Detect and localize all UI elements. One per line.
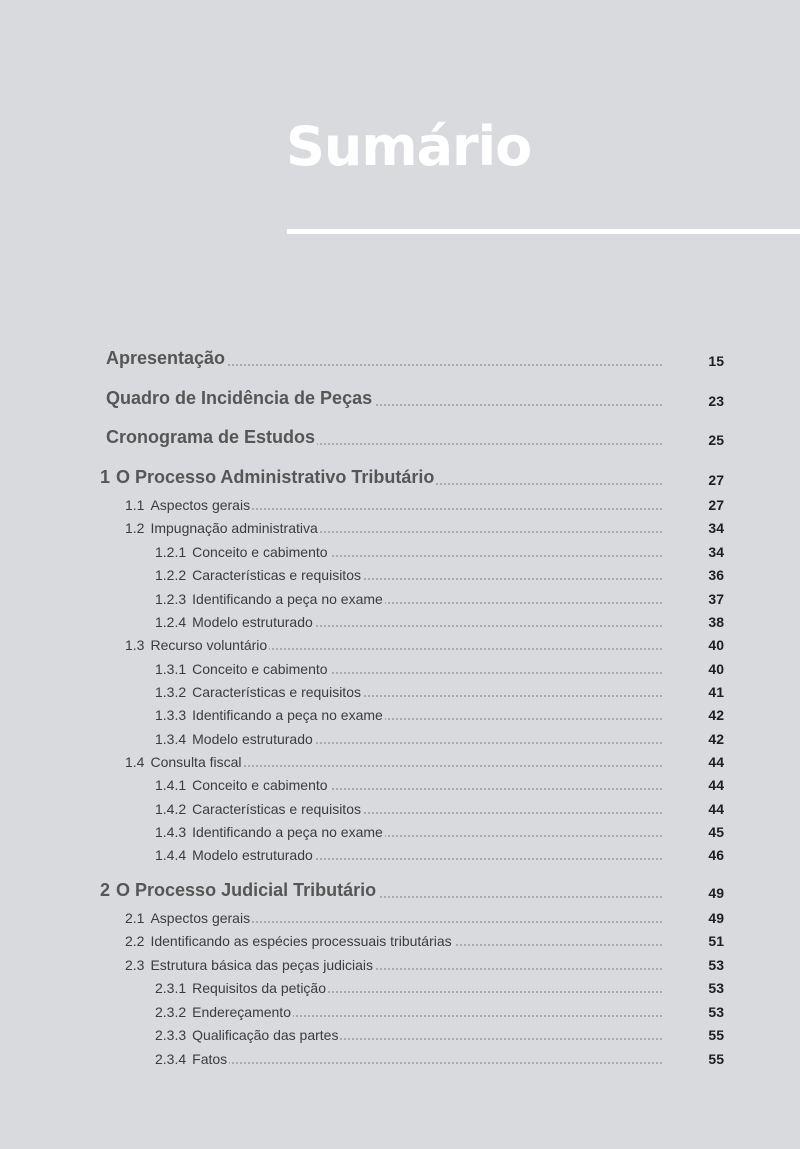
entry-number: 2.3.4 [155, 1051, 187, 1067]
entry-label: Identificando as espécies processuais tributárias [150, 933, 452, 949]
entry-number: 1 [100, 467, 111, 487]
page-number: 44 [708, 777, 724, 793]
toc-entry[interactable] [0, 818, 800, 842]
entry-label: Modelo estruturado [192, 614, 313, 630]
entry-label: Recurso voluntário [150, 637, 268, 653]
entry-number: 1.4.1 [155, 777, 187, 793]
toc-entry[interactable] [0, 585, 800, 609]
entry-number: 2.3.3 [155, 1027, 187, 1043]
toc-entry[interactable] [0, 347, 800, 371]
toc-entry[interactable] [0, 951, 800, 975]
toc-entry[interactable] [0, 678, 800, 702]
entry-number: 2.1 [125, 910, 145, 926]
page-number: 46 [708, 847, 724, 863]
page-title: Sumário [286, 115, 532, 178]
entry-number: 1.4 [125, 754, 145, 770]
entry-label: Conceito e cabimento [192, 777, 328, 793]
toc-entry[interactable] [0, 725, 800, 749]
dot-leader [220, 364, 662, 366]
page-number: 40 [708, 661, 724, 677]
toc-entry[interactable] [0, 1021, 800, 1045]
page-number: 38 [708, 614, 724, 630]
entry-number: 1.3.2 [155, 684, 187, 700]
toc-entry[interactable] [0, 608, 800, 632]
toc-entry[interactable] [0, 466, 800, 490]
dot-leader [220, 1062, 662, 1064]
entry-number: 1.4.3 [155, 824, 187, 840]
entry-label: Endereçamento [192, 1004, 291, 1020]
page-number: 42 [708, 707, 724, 723]
page-number: 45 [708, 824, 724, 840]
page-number: 53 [708, 1004, 724, 1020]
entry-number: 1.3 [125, 637, 145, 653]
toc-entry[interactable] [0, 701, 800, 725]
toc-entry[interactable] [0, 655, 800, 679]
entry-number: 1.2.1 [155, 544, 187, 560]
page-number: 27 [708, 472, 724, 488]
entry-label: Identificando a peça no exame [192, 824, 383, 840]
entry-label: Aspectos gerais [150, 910, 251, 926]
entry-label: Conceito e cabimento [192, 544, 328, 560]
entry-label: Fatos [192, 1051, 228, 1067]
entry-label: Impugnação administrativa [150, 520, 318, 536]
entry-label: Estrutura básica das peças judiciais [150, 957, 374, 973]
dot-leader [220, 765, 662, 767]
entry-number: 1.2.4 [155, 614, 187, 630]
entry-label: Características e requisitos [192, 684, 361, 700]
entry-number: 1.2.2 [155, 567, 187, 583]
toc-entry[interactable] [0, 748, 800, 772]
toc-entry[interactable] [0, 631, 800, 655]
entry-number: 1.3.3 [155, 707, 187, 723]
page-number: 41 [708, 684, 724, 700]
toc-entry[interactable] [0, 771, 800, 795]
entry-number: 1.1 [125, 497, 145, 513]
entry-number: 1.3.1 [155, 661, 187, 677]
entry-label: Identificando a peça no exame [192, 707, 383, 723]
entry-label: Consulta fiscal [150, 754, 242, 770]
dot-leader [220, 648, 662, 650]
entry-label: Modelo estruturado [192, 847, 313, 863]
page-number: 49 [708, 910, 724, 926]
page-number: 25 [708, 432, 724, 448]
page-number: 49 [708, 885, 724, 901]
page-number: 44 [708, 754, 724, 770]
entry-label: Requisitos da petição [192, 980, 327, 996]
toc-entry[interactable] [0, 904, 800, 928]
toc-entry[interactable] [0, 927, 800, 951]
page-number: 23 [708, 393, 724, 409]
entry-number: 1.3.4 [155, 731, 187, 747]
page-number: 40 [708, 637, 724, 653]
toc-entry[interactable] [0, 387, 800, 411]
entry-label: Conceito e cabimento [192, 661, 328, 677]
entry-number: 1.2 [125, 520, 145, 536]
entry-number: 2 [100, 880, 111, 900]
entry-label: Cronograma de Estudos [106, 427, 316, 447]
toc-entry[interactable] [0, 879, 800, 903]
entry-label: Apresentação [106, 348, 226, 368]
entry-number: 2.2 [125, 933, 145, 949]
toc-entry[interactable] [0, 841, 800, 865]
page-number: 15 [708, 353, 724, 369]
entry-number: 2.3.1 [155, 980, 187, 996]
entry-label: Aspectos gerais [150, 497, 251, 513]
entry-label: O Processo Administrativo Tributário [116, 467, 435, 487]
page-number: 37 [708, 591, 724, 607]
toc-entry[interactable] [0, 1045, 800, 1069]
entry-number: 2.3 [125, 957, 145, 973]
toc-entry[interactable] [0, 491, 800, 515]
page-number: 34 [708, 520, 724, 536]
toc-entry[interactable] [0, 974, 800, 998]
entry-number: 2.3.2 [155, 1004, 187, 1020]
dot-leader [220, 921, 662, 923]
entry-label: Qualificação das partes [192, 1027, 339, 1043]
page-number: 55 [708, 1027, 724, 1043]
toc-entry[interactable] [0, 998, 800, 1022]
toc-entry[interactable] [0, 426, 800, 450]
entry-label: Modelo estruturado [192, 731, 313, 747]
entry-label: O Processo Judicial Tributário [116, 880, 377, 900]
dot-leader [220, 508, 662, 510]
page-number: 36 [708, 567, 724, 583]
page-number: 44 [708, 801, 724, 817]
entry-label: Características e requisitos [192, 567, 361, 583]
page-number: 42 [708, 731, 724, 747]
page-number: 53 [708, 980, 724, 996]
page-number: 34 [708, 544, 724, 560]
toc-entry[interactable] [0, 795, 800, 819]
entry-number: 1.2.3 [155, 591, 187, 607]
entry-label: Identificando a peça no exame [192, 591, 383, 607]
page-number: 55 [708, 1051, 724, 1067]
page-number: 51 [708, 933, 724, 949]
toc-entry[interactable] [0, 538, 800, 562]
entry-number: 1.4.4 [155, 847, 187, 863]
entry-number: 1.4.2 [155, 801, 187, 817]
page-number: 27 [708, 497, 724, 513]
entry-label: Características e requisitos [192, 801, 361, 817]
page-number: 53 [708, 957, 724, 973]
toc-entry[interactable] [0, 561, 800, 585]
entry-label: Quadro de Incidência de Peças [106, 388, 373, 408]
toc-entry[interactable] [0, 514, 800, 538]
